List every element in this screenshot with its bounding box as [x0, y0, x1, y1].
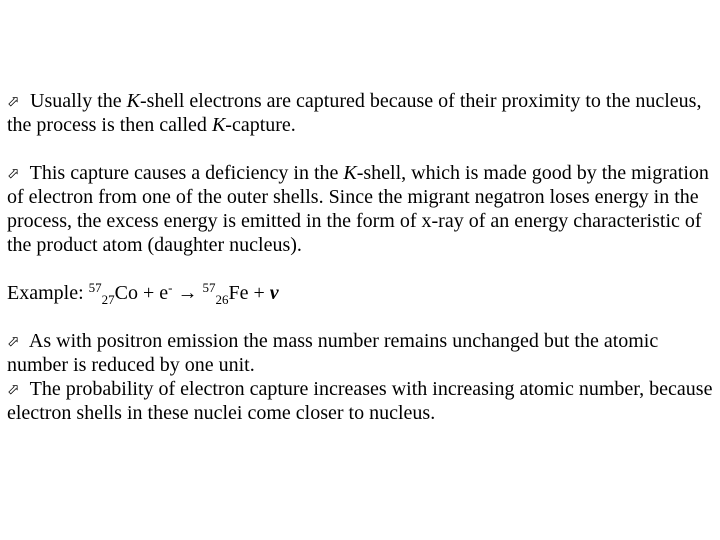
- spacer: [7, 257, 713, 281]
- reaction-arrow: →: [172, 282, 203, 304]
- paragraph-probability: [7, 377, 713, 425]
- k-italic: K: [126, 90, 140, 112]
- mass-number: 57: [88, 280, 102, 295]
- text: This capture causes a deficiency in the: [29, 162, 344, 184]
- text: -capture.: [225, 114, 296, 136]
- slide-content: [7, 89, 713, 425]
- neutrino-symbol: v: [269, 282, 279, 304]
- arrow-up-right-icon: ⬀: [7, 332, 20, 350]
- paragraph-positron: [7, 329, 713, 377]
- paragraph-deficiency: [7, 161, 713, 257]
- text: The probability of electron capture increases with increasing atomic number, because electron shells in these nuclei come closer to nucleus.: [7, 378, 713, 424]
- example-label: Example:: [7, 282, 89, 304]
- text: Usually the: [30, 90, 127, 112]
- text: -shell electrons are captured because of their proximity to the nucleus, the process is then called: [7, 90, 702, 136]
- atomic-number: 26: [215, 292, 229, 307]
- example-equation: [7, 281, 713, 305]
- arrow-up-right-icon: ⬀: [7, 164, 20, 182]
- text: -shell, which is made good by the migration of electron from one of the outer shells. Since the migrant negatron loses energy in the process, the excess energy is emitted in the form of x-ray of an energy characteristic of the product atom (daughter nucleus).: [7, 162, 709, 256]
- k-italic: K: [343, 162, 357, 184]
- text: As with positron emission the mass number remains unchanged but the atomic number is reduced by one unit.: [7, 330, 659, 376]
- charge: -: [168, 280, 173, 295]
- k-italic: K: [211, 114, 226, 136]
- mass-number: 57: [202, 280, 216, 295]
- spacer: [7, 305, 713, 329]
- arrow-up-right-icon: ⬀: [7, 380, 20, 398]
- arrow-up-right-icon: ⬀: [7, 92, 20, 110]
- spacer: [7, 137, 713, 161]
- products: Fe +: [228, 282, 270, 304]
- paragraph-k-capture: [7, 89, 713, 137]
- reactants: Co + e: [114, 282, 169, 304]
- atomic-number: 27: [101, 292, 115, 307]
